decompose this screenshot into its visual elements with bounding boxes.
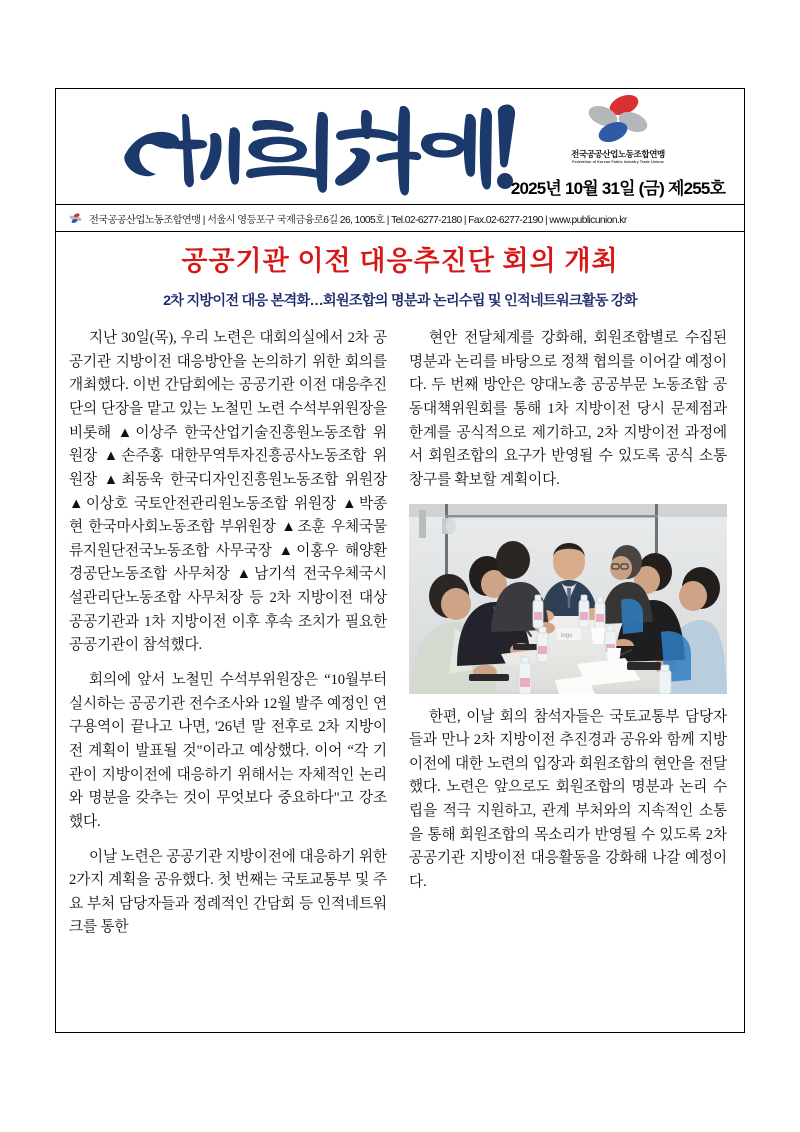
article-subheadline: 2차 지방이전 대응 본격화…회원조합의 명분과 논리수립 및 인적네트워크활동 강화: [163, 293, 637, 310]
org-name-english: Federation of Korean Public Industry Trade Unions: [572, 159, 664, 164]
paragraph: 이날 노련은 공공기관 지방이전에 대응하기 위한 2가지 계획을 공유했다. 첫 번째는 국토교통부 및 주요 부처 담당자들과 정례적인 간담회 등 인적네트워크를 통한: [69, 848, 387, 936]
org-name-korean: 전국공공산업노동조합연맹: [571, 149, 665, 159]
right-column: [409, 327, 727, 940]
contact-info-text: 전국공공산업노동조합연맹 | 서울시 영등포구 국제금융로6길 26, 1005호 | Tel.02-6277-2180 | Fax.02-6277-2190 | www.publicunion.kr: [89, 214, 627, 226]
headline-block: [56, 232, 744, 310]
newsletter-page: [55, 88, 745, 1033]
organization-block: [498, 91, 738, 199]
contact-bar: [56, 205, 744, 232]
masthead-calligraphy-title: [104, 91, 524, 203]
paragraph: 회의에 앞서 노철민 수석부위원장은 “10월부터 실시하는 공공기관 전수조사와 12월 발주 예정인 연구용역이 끝나고 나면, '26년 말 전후로 2차 지방이전 계획이 발표될 것"이라고 예상했다. 이어 “각 기관이 지방이전에 대응하기 위해서는 자체적인 논리와 명분을 갖추는 것이 무엇보다 중요하다"고 강조했다.: [69, 672, 387, 830]
article-columns: [56, 310, 744, 940]
article-headline: 공공기관 이전 대응추진단 회의 개최: [181, 246, 619, 276]
union-logo-small-icon: [69, 212, 82, 225]
masthead: [56, 89, 744, 205]
issue-date-line: 2025년 10월 31일 (금) 제255호: [510, 178, 726, 198]
svg-text:logo: logo: [561, 632, 573, 639]
paragraph: 지난 30일(목), 우리 노련은 대회의실에서 2차 공공기관 지방이전 대응방안을 논의하기 위한 회의를 개최했다. 이번 간담회에는 공공기관 이전 대응추진단의 단장을 맡고 있는 노철민 노련 수석부위원장을 비롯해 ▲이상주 한국산업기술진흥원노동조합 위원장 ▲손주홍 대한무역투자진흥공사노동조합 위원장 ▲최동욱 한국디자인진흥원노동조합 위원장 ▲이상호 국토안전관리원노동조합 위원장 ▲박종현 한국마사회노동조합 부위원장 ▲조훈 우체국물류지원단전국노동조합 사무국장 ▲이홍우 해양환경공단노동조합 사무처장 ▲남기석 전국우체국시설관리단노동조합 사무처장 등 2차 지방이전 대상 공공기관과 1차 지방이전 이후 후속 조치가 필요한 공공기관이 참석했다.: [69, 330, 387, 654]
paragraph: 현안 전달체계를 강화해, 회원조합별로 수집된 명분과 논리를 바탕으로 정책 협의를 이어갈 예정이다. 두 번째 방안은 양대노총 공공부문 노동조합 공동대책위원회를 통해 1차 지방이전 당시 문제점과 한계를 공식적으로 제기하고, 2차 지방이전 과정에서 회원조합의 요구가 반영될 수 있도록 공식 소통창구를 확보할 계획이다.: [409, 330, 727, 488]
meeting-photo: [409, 504, 727, 694]
left-column: [69, 327, 387, 940]
paragraph: 한편, 이날 회의 참석자들은 국토교통부 담당자들과 만나 2차 지방이전 추진경과 공유와 함께 지방이전에 대한 노련의 입장과 회원조합의 현안을 전달했다. 노련은 앞으로도 회원조합의 명분과 논리 수립을 적극 지원하고, 관계 부처와의 지속적인 소통을 통해 회원조합의 목소리가 반영될 수 있도록 2차 공공기관 지방이전 대응활동을 강화해 나갈 예정이다.: [409, 708, 727, 891]
union-logo-icon: [586, 91, 650, 149]
